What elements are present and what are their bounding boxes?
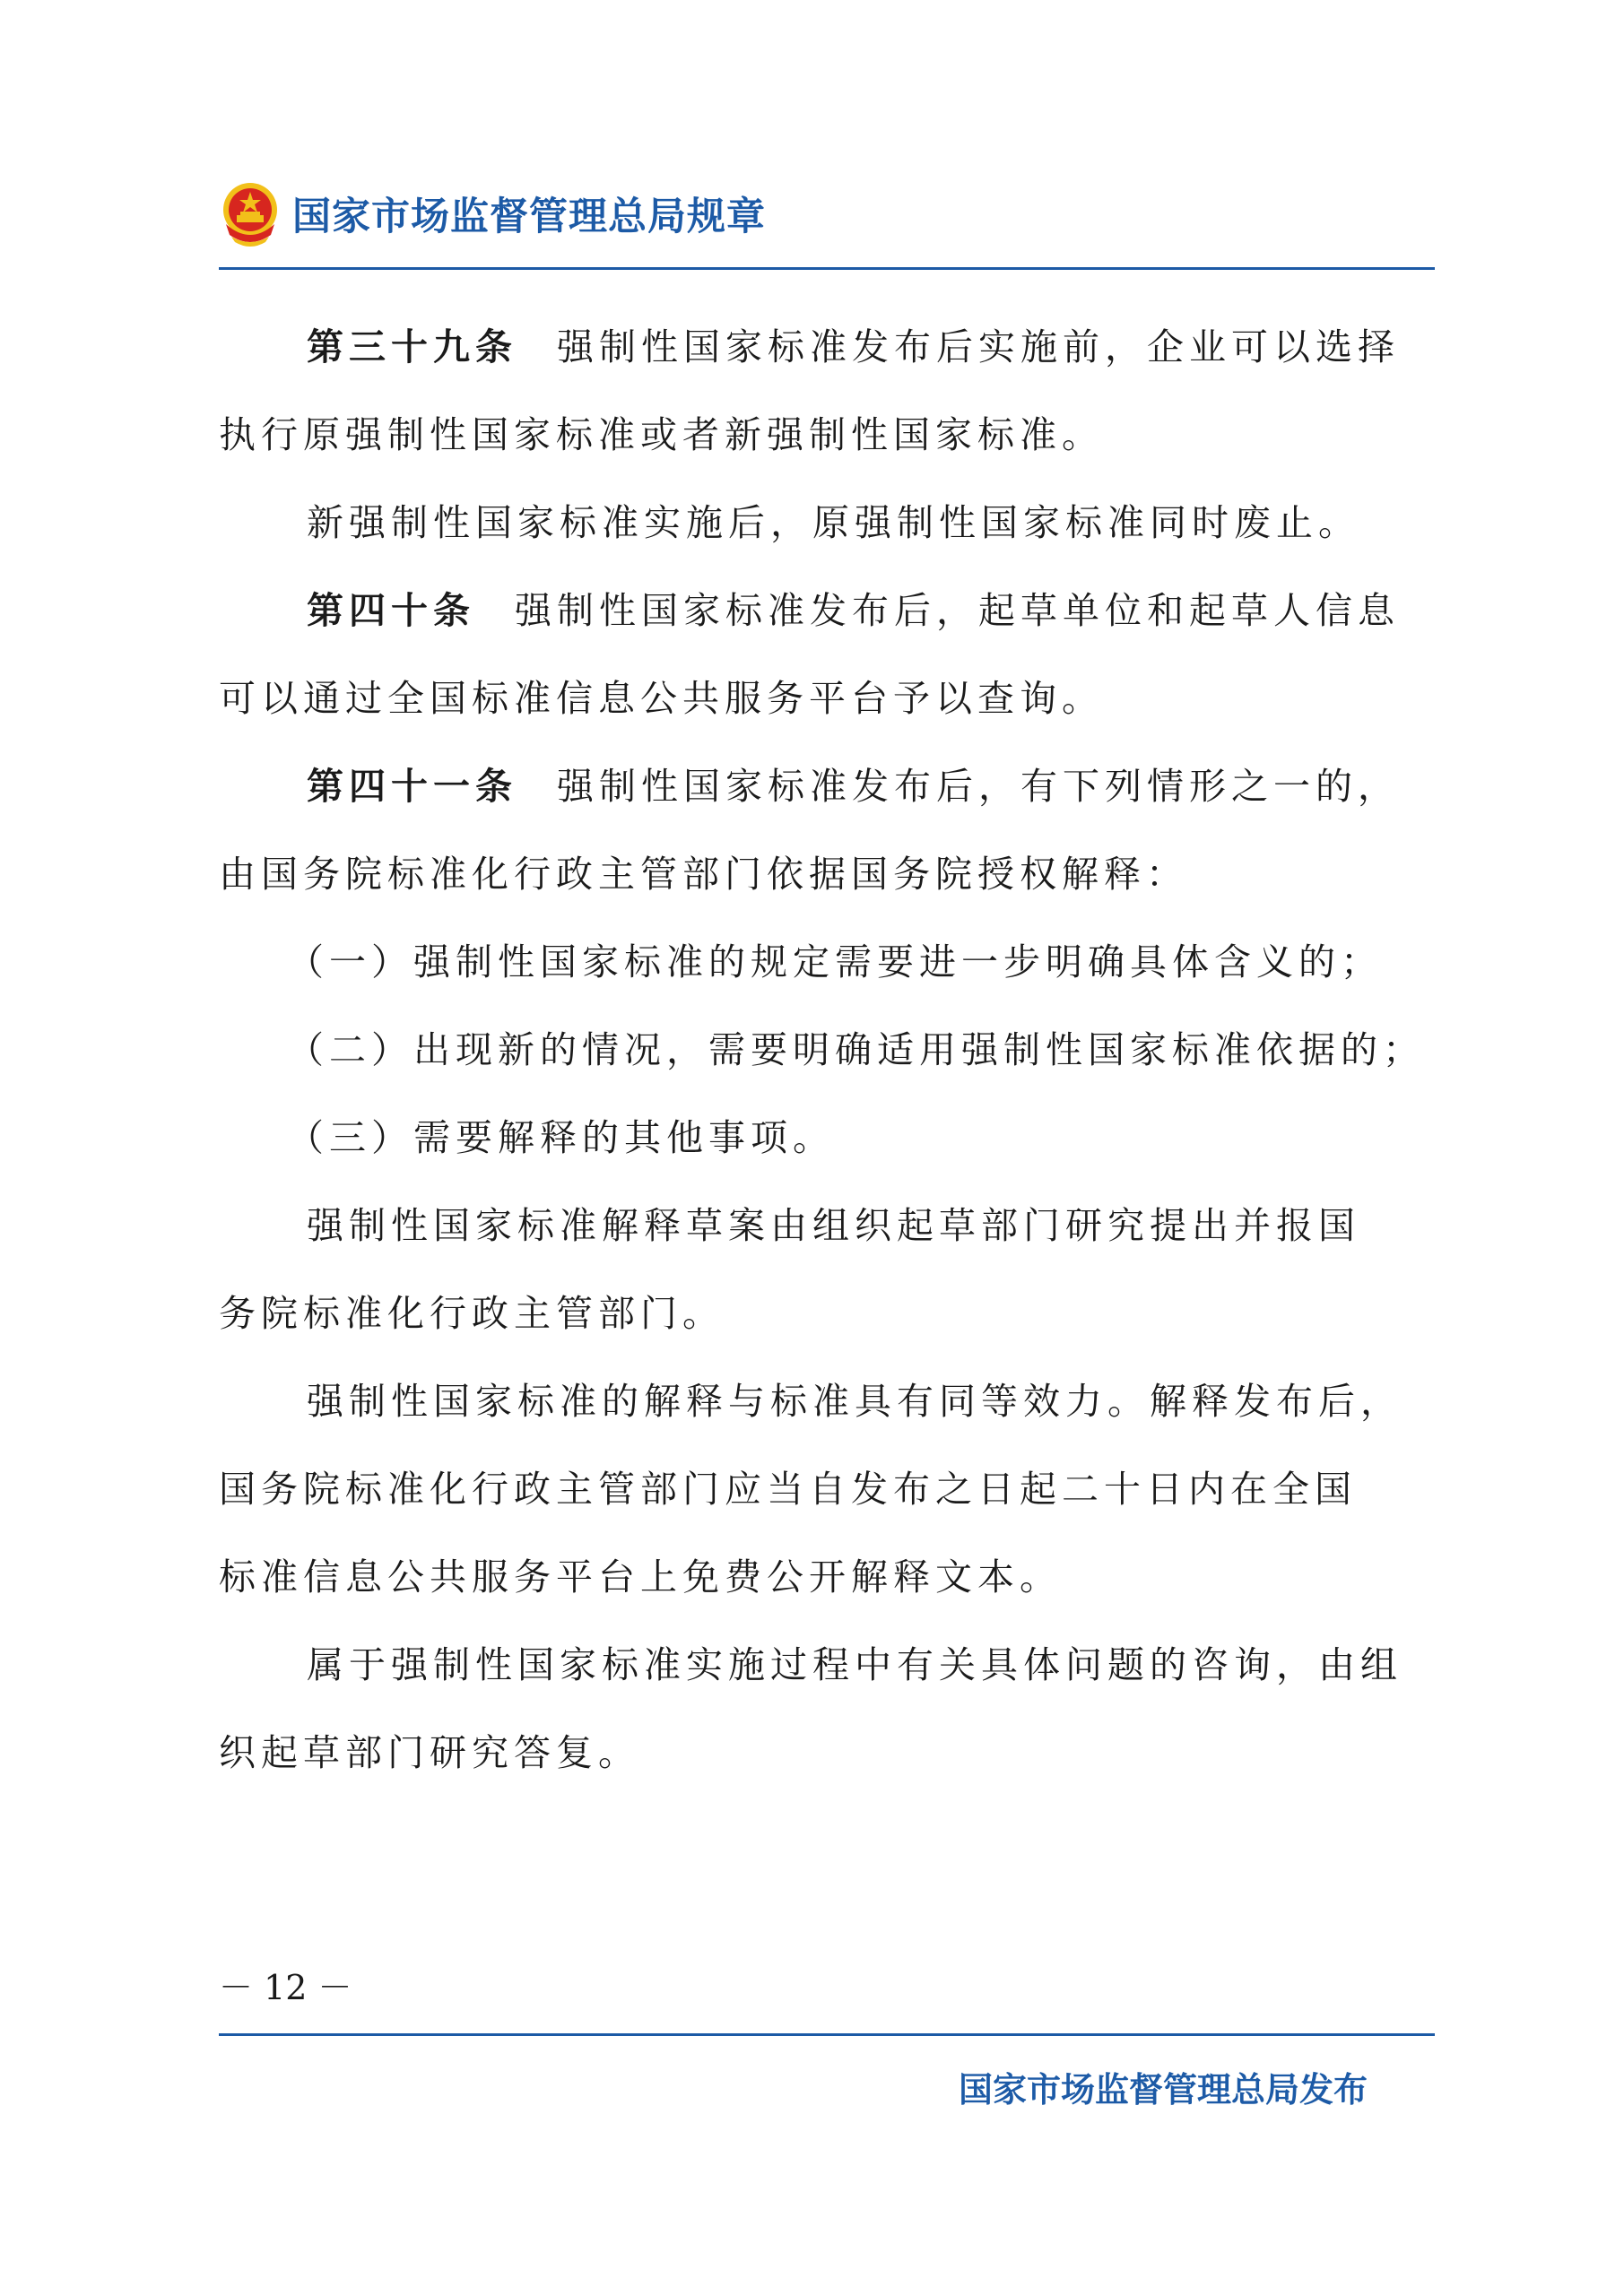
- paragraph-line: 强制性国家标准的解释与标准具有同等效力。解释发布后，: [307, 1380, 1403, 1423]
- article-heading: 第四十一条: [307, 765, 517, 808]
- list-item: （三）需要解释的其他事项。: [287, 1116, 835, 1159]
- article-41-continuation: 由国务院标准化行政主管部门依据国务院授权解释：: [219, 853, 1188, 896]
- paragraph-line: 属于强制性国家标准实施过程中有关具体问题的咨询，由组: [307, 1643, 1403, 1686]
- list-item: （二）出现新的情况，需要明确适用强制性国家标准依据的；: [287, 1028, 1425, 1071]
- article-text: 强制性国家标准发布后，有下列情形之一的，: [557, 765, 1400, 808]
- article-40: [219, 567, 1435, 654]
- paragraph-line: 国务院标准化行政主管部门应当自发布之日起二十日内在全国: [219, 1468, 1357, 1511]
- paragraph: [219, 1621, 1435, 1709]
- paragraph: [219, 1357, 1435, 1445]
- paragraph-line: 标准信息公共服务平台上免费公开解释文本。: [219, 1555, 1062, 1599]
- paragraph-line: 织起草部门研究答复。: [219, 1731, 640, 1774]
- article-40-continuation: 可以通过全国标准信息公共服务平台予以查询。: [219, 677, 1104, 720]
- list-item: （一）强制性国家标准的规定需要进一步明确具体含义的；: [287, 940, 1383, 983]
- header-divider: [219, 267, 1435, 270]
- footer-publisher: 国家市场监督管理总局发布: [958, 2070, 1368, 2110]
- paragraph: [219, 1182, 1435, 1269]
- page-number: － 12 －: [219, 1968, 352, 2007]
- page-header-title: 国家市场监督管理总局规章: [292, 194, 766, 239]
- paragraph: 新强制性国家标准实施后，原强制性国家标准同时废止。: [307, 501, 1360, 544]
- article-41: [219, 742, 1435, 830]
- article-text: 强制性国家标准发布后，起草单位和起草人信息: [515, 589, 1400, 632]
- paragraph-line: 务院标准化行政主管部门。: [219, 1292, 725, 1335]
- national-emblem-icon: [219, 179, 282, 247]
- article-39: [219, 303, 1435, 391]
- article-heading: 第四十条: [307, 589, 475, 632]
- paragraph-line: 强制性国家标准解释草案由组织起草部门研究提出并报国: [307, 1204, 1360, 1247]
- article-text: 强制性国家标准发布后实施前，企业可以选择: [557, 325, 1400, 368]
- regulation-body: [219, 303, 1435, 1797]
- article-39-continuation: 执行原强制性国家标准或者新强制性国家标准。: [219, 413, 1104, 456]
- footer-divider: [219, 2033, 1435, 2036]
- article-heading: 第三十九条: [307, 325, 517, 368]
- page-header: [219, 178, 766, 249]
